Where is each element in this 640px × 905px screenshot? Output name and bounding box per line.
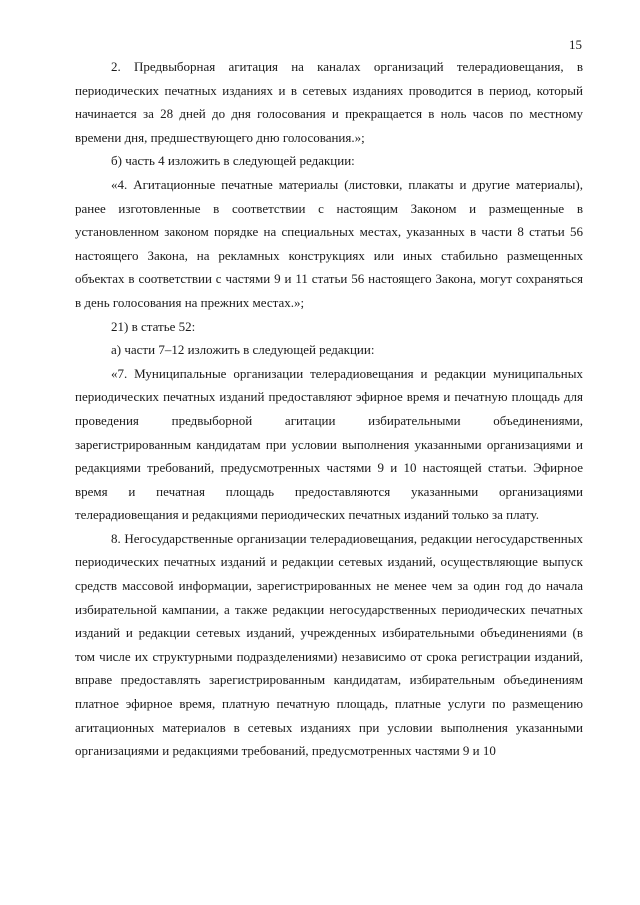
paragraph-7: 8. Негосударственные организации телерадиовещания, редакции негосударственных периодических печатных изданий и редакции сетевых изданий, осуществляющие выпуск средств массовой информации, зарегистрированных не менее чем за один год до начала избирательной кампании, а также редакции негосударственных периодических печатных изданий и редакции сетевых изданий, учрежденных избирательными объединениями (в том числе их структурными подразделениями) независимо от срока регистрации изданий, вправе предоставлять зарегистрированным кандидатам, избирательным объединениям платное эфирное время, платную печатную площадь, платные услуги по размещению агитационных материалов в сетевых изданиях при условии выполнения указанными организациями и редакциями требований, предусмотренных частями 9 и 10 [75,530,583,759]
paragraph-6: «7. Муниципальные организации телерадиовещания и редакции муниципальных периодических печатных изданий предоставляют эфирное время и печатную площадь для проведения предвыборной агитации избирательными объединениями, зарегистрированным кандидатам при условии выполнения указанными организациями и редакциями требований, предусмотренных частями 9 и 10 настоящей статьи. Эфирное время и печатная площадь предоставляются указанными организациями телерадиовещания и редакциями периодических печатных изданий только за плату. [75,365,583,523]
paragraph-1: 2. Предвыборная агитация на каналах организаций телерадиовещания, в периодических печатных изданиях и в сетевых изданиях проводится в период, который начинается за 28 дней до дня голосования и прекращается в ноль часов по местному времени дня, предшествующего дню голосования.»; [75,59,583,145]
document-body [75,55,583,763]
paragraph-5: а) части 7–12 изложить в следующей редакции: [111,342,375,358]
paragraph-3: «4. Агитационные печатные материалы (листовки, плакаты и другие материалы), ранее изготовленные в соответствии с настоящим Законом и размещенные в установленном законом порядке на специальных местах, указанных в части 8 статьи 56 настоящего Закона, на рекламных конструкциях или иных стабильно размещенных объектах в соответствии с частями 9 и 11 статьи 56 настоящего Закона, могут сохраняться в день голосования на прежних местах.»; [75,176,583,310]
paragraph-4: 21) в статье 52: [111,318,196,334]
page-number: 15 [569,37,582,52]
paragraph-2: б) часть 4 изложить в следующей редакции: [111,153,355,169]
